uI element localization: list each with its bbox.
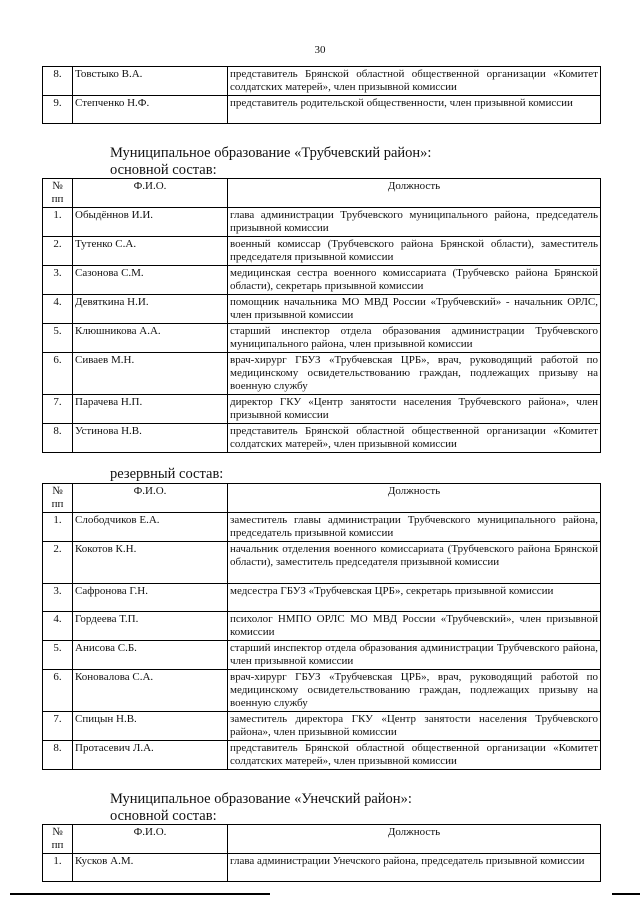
- person-name: Сиваев М.Н.: [73, 353, 228, 395]
- header-position: Должность: [228, 179, 601, 208]
- table-row: [43, 424, 601, 453]
- table-row: [43, 584, 601, 612]
- continuation-table: [42, 66, 601, 124]
- row-number: 9.: [43, 96, 73, 124]
- table-row: [43, 295, 601, 324]
- row-number: 6.: [43, 670, 73, 712]
- table-row: [43, 353, 601, 395]
- header-name: Ф.И.О.: [73, 484, 228, 513]
- person-name: Спицын Н.В.: [73, 712, 228, 741]
- person-position: медсестра ГБУЗ «Трубчевская ЦРБ», секретарь призывной комиссии: [228, 584, 601, 612]
- table-row: [43, 542, 601, 584]
- section-subtitle: резервный состав:: [110, 466, 224, 482]
- person-name: Клюшникова А.А.: [73, 324, 228, 353]
- person-position: психолог НМПО ОРЛС МО МВД России «Трубчевский», член призывной комиссии: [228, 612, 601, 641]
- row-number: 2.: [43, 237, 73, 266]
- person-name: Товстыко В.А.: [73, 67, 228, 96]
- header-number: № пп: [43, 179, 73, 208]
- section-title: Муниципальное образование «Унечский район»:: [110, 791, 412, 807]
- person-name: Тутенко С.А.: [73, 237, 228, 266]
- person-position: врач-хирург ГБУЗ «Трубчевская ЦРБ», врач, руководящий работой по медицинскому освидетельствованию граждан, подлежащих призыву на военную службу: [228, 353, 601, 395]
- person-name: Анисова С.Б.: [73, 641, 228, 670]
- row-number: 8.: [43, 424, 73, 453]
- row-number: 3.: [43, 266, 73, 295]
- bottom-rule-left: [10, 893, 270, 895]
- section-subtitle: основной состав:: [110, 808, 217, 824]
- table-row: [43, 96, 601, 124]
- person-name: Кусков А.М.: [73, 854, 228, 882]
- table-row: [43, 67, 601, 96]
- section-title: Муниципальное образование «Трубчевский район»:: [110, 145, 432, 161]
- unecha-main-composition-table: [42, 824, 601, 882]
- person-name: Девяткина Н.И.: [73, 295, 228, 324]
- table-row: [43, 237, 601, 266]
- person-name: Протасевич Л.А.: [73, 741, 228, 770]
- row-number: 1.: [43, 854, 73, 882]
- person-name: Сафронова Г.Н.: [73, 584, 228, 612]
- person-position: военный комиссар (Трубчевского района Брянской области), заместитель председателя призывной комиссии: [228, 237, 601, 266]
- header-number: № пп: [43, 484, 73, 513]
- row-number: 7.: [43, 712, 73, 741]
- person-position: начальник отделения военного комиссариата (Трубчевского района Брянской области), заместитель председателя призывной комиссии: [228, 542, 601, 584]
- person-position: глава администрации Трубчевского муниципального района, председатель призывной комиссии: [228, 208, 601, 237]
- row-number: 4.: [43, 612, 73, 641]
- person-position: представитель Брянской областной общественной организации «Комитет солдатских матерей», член призывной комиссии: [228, 424, 601, 453]
- header-name: Ф.И.О.: [73, 179, 228, 208]
- table-row: [43, 612, 601, 641]
- person-name: Гордеева Т.П.: [73, 612, 228, 641]
- table-row: [43, 741, 601, 770]
- person-name: Сазонова С.М.: [73, 266, 228, 295]
- person-position: заместитель директора ГКУ «Центр занятости населения Трубчевского района», член призывной комиссии: [228, 712, 601, 741]
- table-row: [43, 208, 601, 237]
- person-position: представитель родительской общественности, член призывной комиссии: [228, 96, 601, 124]
- person-name: Кокотов К.Н.: [73, 542, 228, 584]
- table-header-row: [43, 825, 601, 854]
- table-row: [43, 266, 601, 295]
- row-number: 5.: [43, 324, 73, 353]
- table-header-row: [43, 484, 601, 513]
- person-position: медицинская сестра военного комиссариата (Трубчевско района Брянской области), секретарь призывной комиссии: [228, 266, 601, 295]
- row-number: 6.: [43, 353, 73, 395]
- row-number: 5.: [43, 641, 73, 670]
- person-position: представитель Брянской областной общественной организации «Комитет солдатских матерей», член призывной комиссии: [228, 741, 601, 770]
- person-position: старший инспектор отдела образования администрации Трубчевского муниципального района, член призывной комиссии: [228, 324, 601, 353]
- person-position: заместитель главы администрации Трубчевского муниципального района, председатель призывной комиссии: [228, 513, 601, 542]
- table-header-row: [43, 179, 601, 208]
- row-number: 1.: [43, 513, 73, 542]
- row-number: 8.: [43, 67, 73, 96]
- person-name: Слободчиков Е.А.: [73, 513, 228, 542]
- row-number: 4.: [43, 295, 73, 324]
- section-subtitle: основной состав:: [110, 162, 217, 178]
- header-position: Должность: [228, 484, 601, 513]
- header-name: Ф.И.О.: [73, 825, 228, 854]
- table-row: [43, 324, 601, 353]
- row-number: 2.: [43, 542, 73, 584]
- table-row: [43, 513, 601, 542]
- main-composition-table: [42, 178, 601, 453]
- table-row: [43, 670, 601, 712]
- person-name: Парачева Н.П.: [73, 395, 228, 424]
- row-number: 1.: [43, 208, 73, 237]
- person-position: врач-хирург ГБУЗ «Трубчевская ЦРБ», врач, руководящий работой по медицинскому освидетельствованию граждан, подлежащих призыву на военную службу: [228, 670, 601, 712]
- header-number: № пп: [43, 825, 73, 854]
- row-number: 3.: [43, 584, 73, 612]
- row-number: 7.: [43, 395, 73, 424]
- person-position: помощник начальника МО МВД России «Трубчевский» - начальник ОРЛС, член призывной комиссии: [228, 295, 601, 324]
- header-position: Должность: [228, 825, 601, 854]
- person-name: Коновалова С.А.: [73, 670, 228, 712]
- person-position: директор ГКУ «Центр занятости населения Трубчевского района», член призывной комиссии: [228, 395, 601, 424]
- reserve-composition-table: [42, 483, 601, 770]
- bottom-rule-right: [612, 893, 640, 895]
- table-row: [43, 712, 601, 741]
- person-name: Степченко Н.Ф.: [73, 96, 228, 124]
- table-row: [43, 854, 601, 882]
- row-number: 8.: [43, 741, 73, 770]
- person-position: старший инспектор отдела образования администрации Трубчевского района, член призывной комиссии: [228, 641, 601, 670]
- page-number: 30: [314, 44, 326, 56]
- table-row: [43, 641, 601, 670]
- person-name: Обыдённов И.И.: [73, 208, 228, 237]
- table-row: [43, 395, 601, 424]
- person-position: глава администрации Унечского района, председатель призывной комиссии: [228, 854, 601, 882]
- person-position: представитель Брянской областной общественной организации «Комитет солдатских матерей», член призывной комиссии: [228, 67, 601, 96]
- person-name: Устинова Н.В.: [73, 424, 228, 453]
